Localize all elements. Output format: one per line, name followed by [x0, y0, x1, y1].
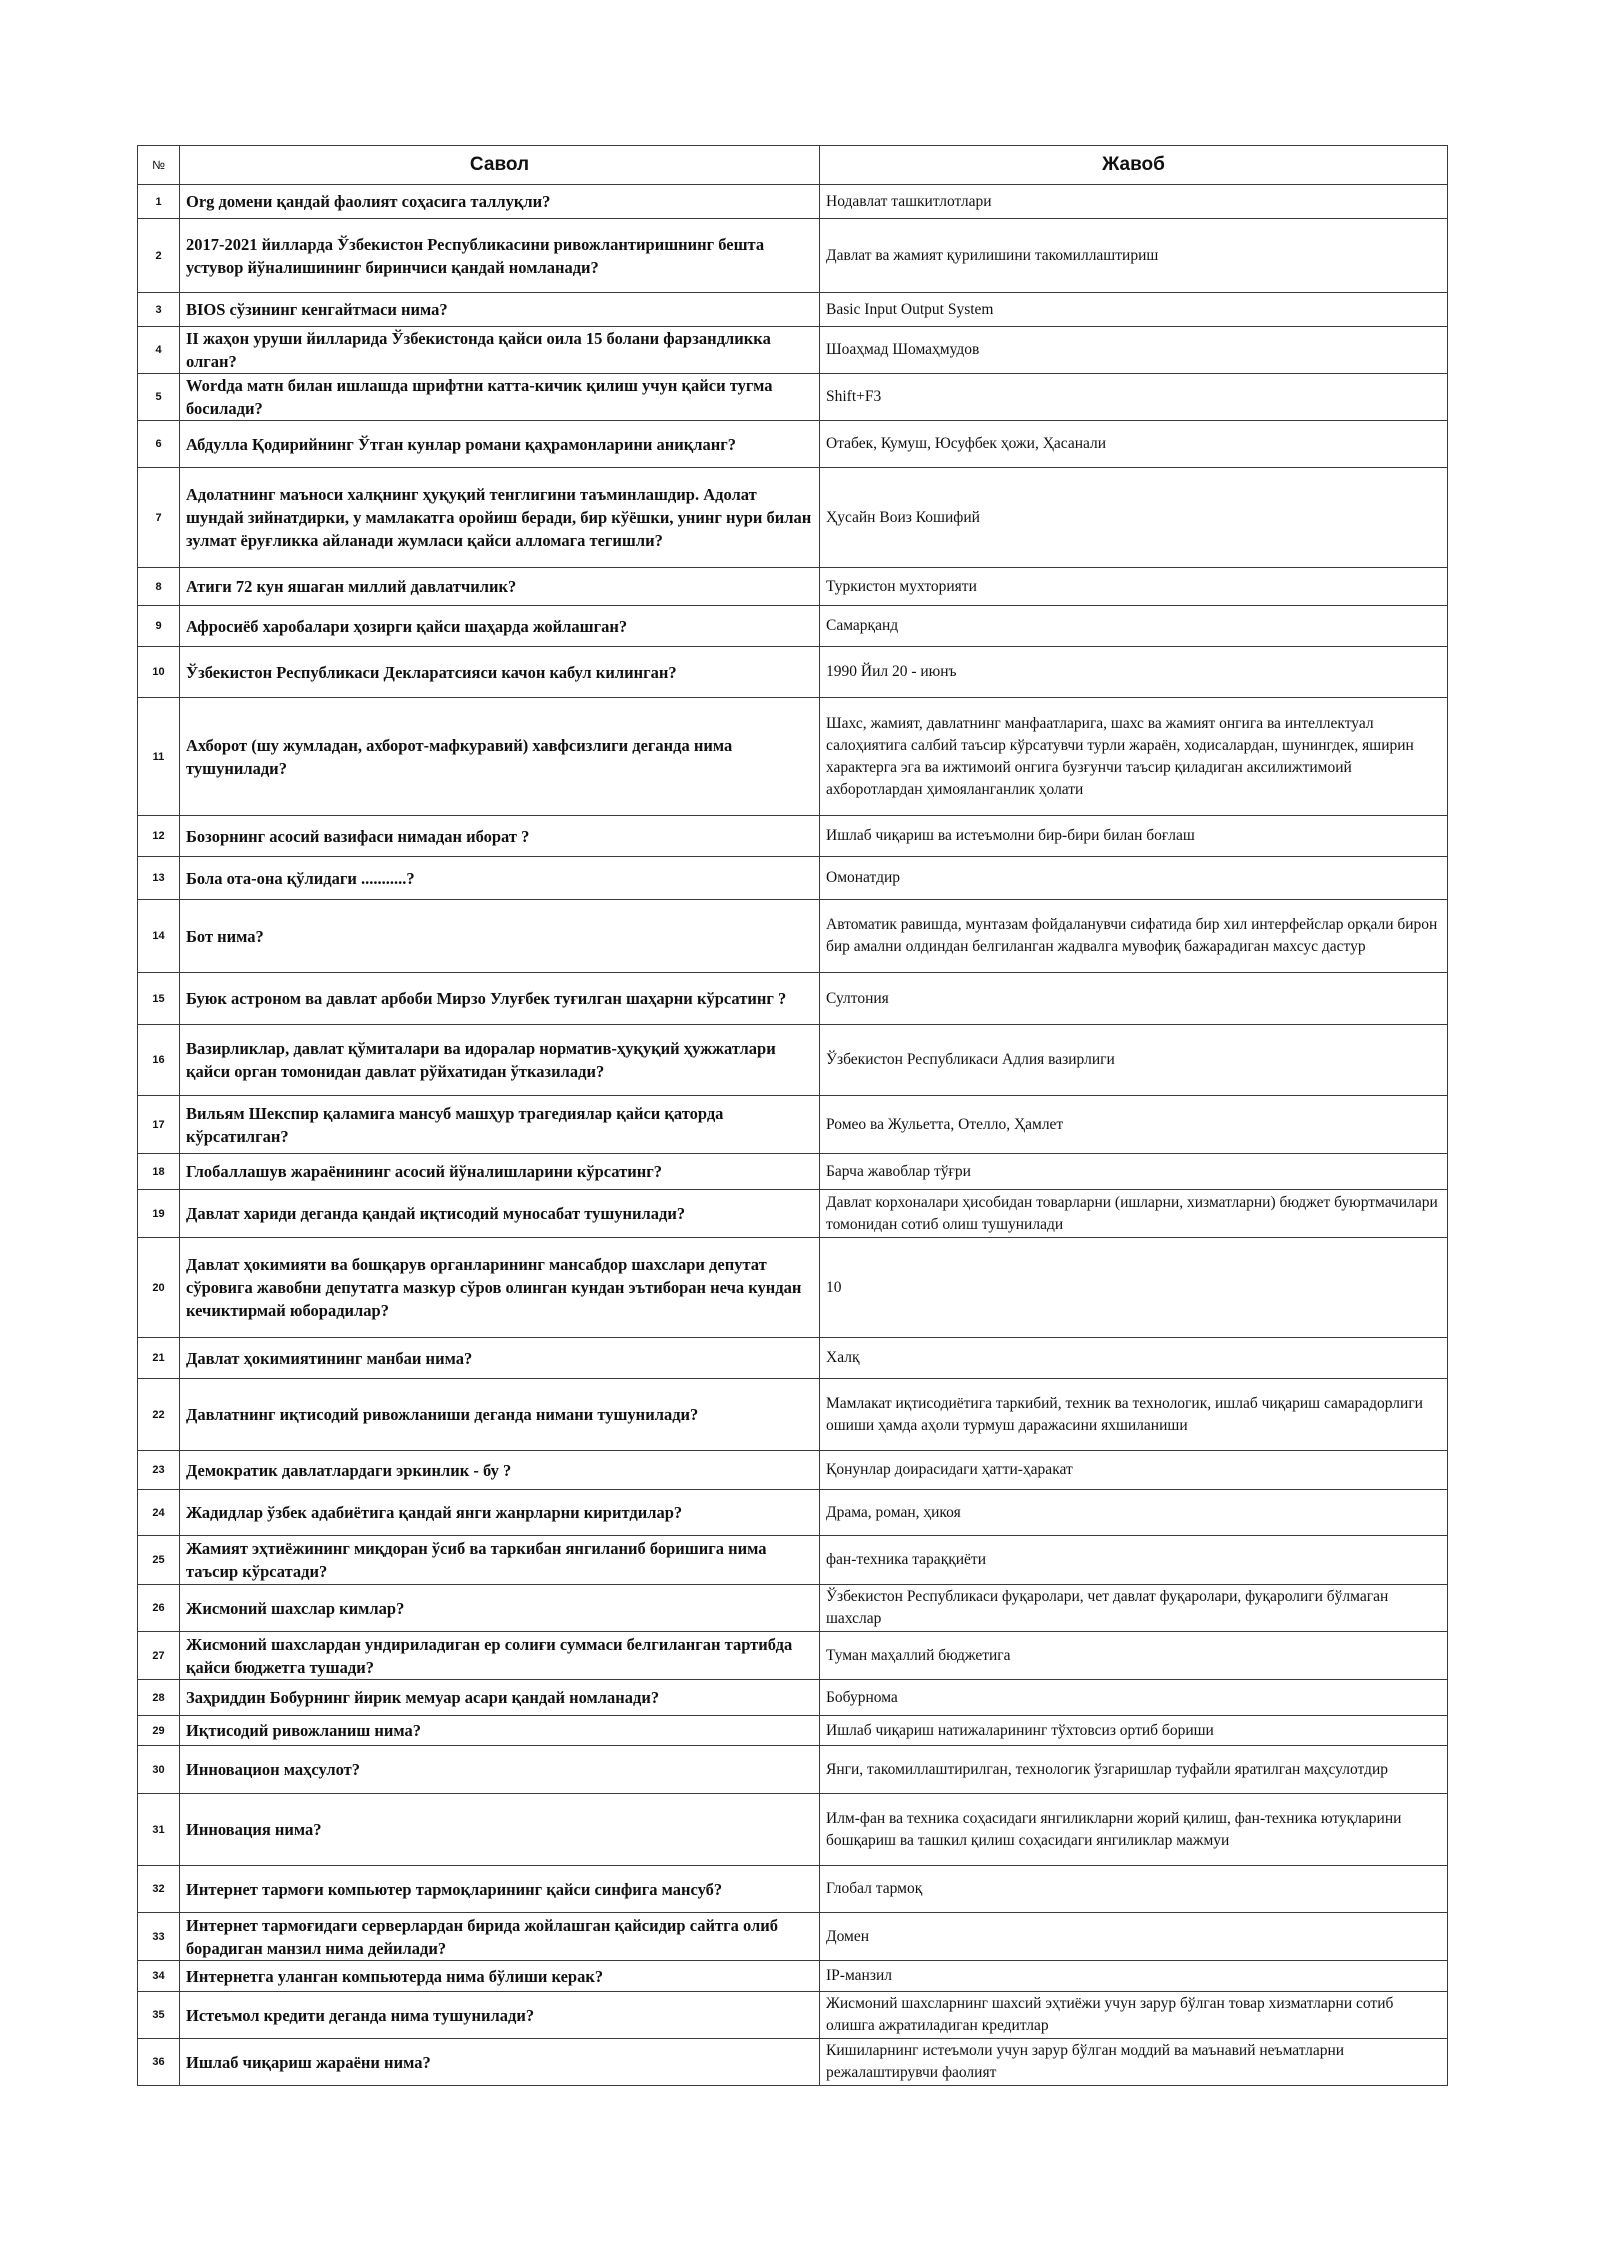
row-number: 15: [138, 973, 180, 1025]
question-cell: Давлат ҳокимияти ва бошқарув органларининг мансабдор шахслари депутат сўровига жавобни депутатга мазкур сўров олинган кундан эътиборан неча кундан кечиктирмай юборадилар?: [180, 1238, 820, 1338]
question-cell: Бола ота-она қўлидаги ...........?: [180, 857, 820, 900]
header-question: Савол: [180, 146, 820, 185]
row-number: 4: [138, 327, 180, 374]
table-row: [138, 1716, 1448, 1746]
table-row: [138, 857, 1448, 900]
table-row: [138, 647, 1448, 698]
table-row: [138, 698, 1448, 816]
row-number: 8: [138, 568, 180, 606]
answer-cell: IP-манзил: [820, 1961, 1448, 1992]
row-number: 33: [138, 1913, 180, 1961]
answer-cell: Ўзбекистон Республикаси фуқаролари, чет давлат фуқаролари, фуқаролиги бўлмаган шахслар: [820, 1585, 1448, 1632]
table-row: [138, 1794, 1448, 1866]
question-cell: Абдулла Қодирийнинг Ўтган кунлар романи қаҳрамонларини аниқланг?: [180, 421, 820, 468]
answer-cell: Шоаҳмад Шомаҳмудов: [820, 327, 1448, 374]
answer-cell: 1990 Йил 20 - июнъ: [820, 647, 1448, 698]
table-row: [138, 1025, 1448, 1096]
question-cell: II жаҳон уруши йилларида Ўзбекистонда қайси оила 15 болани фарзандликка олган?: [180, 327, 820, 374]
answer-cell: Халқ: [820, 1338, 1448, 1379]
question-cell: Бот нима?: [180, 900, 820, 973]
table-row: [138, 1190, 1448, 1238]
table-row: [138, 1585, 1448, 1632]
question-cell: Интернетга уланган компьютерда нима бўлиши керак?: [180, 1961, 820, 1992]
question-cell: Демократик давлатлардаги эркинлик - бу ?: [180, 1451, 820, 1490]
row-number: 13: [138, 857, 180, 900]
row-number: 23: [138, 1451, 180, 1490]
question-cell: Ишлаб чиқариш жараёни нима?: [180, 2039, 820, 2086]
question-cell: Глобаллашув жараёнининг асосий йўналишларини кўрсатинг?: [180, 1154, 820, 1190]
question-cell: Давлат хариди деганда қандай иқтисодий муносабат тушунилади?: [180, 1190, 820, 1238]
table-row: [138, 1379, 1448, 1451]
row-number: 16: [138, 1025, 180, 1096]
question-cell: Ўзбекистон Республикаси Декларатсияси качон кабул килинган?: [180, 647, 820, 698]
question-cell: Инновация нима?: [180, 1794, 820, 1866]
table-row: [138, 374, 1448, 421]
answer-cell: Султония: [820, 973, 1448, 1025]
table-row: [138, 1992, 1448, 2039]
table-row: [138, 1746, 1448, 1794]
question-cell: Интернет тармоғи компьютер тармоқларининг қайси синфига мансуб?: [180, 1866, 820, 1913]
table-row: [138, 468, 1448, 568]
question-cell: Org домени қандай фаолият соҳасига таллуқли?: [180, 185, 820, 219]
answer-cell: Бобурнома: [820, 1680, 1448, 1716]
question-cell: Вазирликлар, давлат қўмиталари ва идоралар норматив-ҳуқуқий ҳужжатлари қайси орган томонидан давлат рўйхатидан ўтказилади?: [180, 1025, 820, 1096]
answer-cell: Илм-фан ва техника соҳасидаги янгиликларни жорий қилиш, фан-техника ютуқларини бошқариш ва ташкил қилиш соҳасидаги янгиликлар мажмуи: [820, 1794, 1448, 1866]
row-number: 30: [138, 1746, 180, 1794]
question-cell: 2017-2021 йилларда Ўзбекистон Республикасини ривожлантиришнинг бешта устувор йўналишининг биринчиси қандай номланади?: [180, 219, 820, 293]
question-cell: Жамият эҳтиёжининг миқдоран ўсиб ва таркибан янгиланиб боришига нима таъсир кўрсатади?: [180, 1536, 820, 1585]
answer-cell: Давлат корхоналари ҳисобидан товарларни (ишларни, хизматларни) бюджет буюртмачилари томонидан сотиб олиш тушунилади: [820, 1190, 1448, 1238]
answer-cell: Давлат ва жамият қурилишини такомиллаштириш: [820, 219, 1448, 293]
qa-table: [137, 145, 1448, 2086]
question-cell: Заҳриддин Бобурнинг йирик мемуар асари қандай номланади?: [180, 1680, 820, 1716]
header-answer: Жавоб: [820, 146, 1448, 185]
answer-cell: Туркистон мухторияти: [820, 568, 1448, 606]
table-row: [138, 1490, 1448, 1536]
answer-cell: Shift+F3: [820, 374, 1448, 421]
answer-cell: Драма, роман, ҳикоя: [820, 1490, 1448, 1536]
table-row: [138, 1680, 1448, 1716]
answer-cell: Омонатдир: [820, 857, 1448, 900]
row-number: 35: [138, 1992, 180, 2039]
question-cell: Буюк астроном ва давлат арбоби Мирзо Улуғбек туғилган шаҳарни кўрсатинг ?: [180, 973, 820, 1025]
row-number: 2: [138, 219, 180, 293]
question-cell: Атиги 72 кун яшаган миллий давлатчилик?: [180, 568, 820, 606]
table-row: [138, 1238, 1448, 1338]
answer-cell: Домен: [820, 1913, 1448, 1961]
row-number: 29: [138, 1716, 180, 1746]
row-number: 6: [138, 421, 180, 468]
question-cell: Wordда матн билан ишлашда шрифтни катта-кичик қилиш учун қайси тугма босилади?: [180, 374, 820, 421]
answer-cell: Туман маҳаллий бюджетига: [820, 1632, 1448, 1680]
row-number: 27: [138, 1632, 180, 1680]
row-number: 17: [138, 1096, 180, 1154]
row-number: 24: [138, 1490, 180, 1536]
table-row: [138, 1961, 1448, 1992]
table-body: [138, 185, 1448, 2086]
table-row: [138, 568, 1448, 606]
row-number: 20: [138, 1238, 180, 1338]
question-cell: Вильям Шекспир қаламига мансуб машҳур трагедиялар қайси қаторда кўрсатилган?: [180, 1096, 820, 1154]
answer-cell: Нодавлат ташкитлотлари: [820, 185, 1448, 219]
question-cell: Афросиёб харобалари ҳозирги қайси шаҳарда жойлашган?: [180, 606, 820, 647]
answer-cell: Мамлакат иқтисодиётига таркибий, техник ва технологик, ишлаб чиқариш самарадорлиги ошиши ҳамда аҳоли турмуш даражасини яхшиланиши: [820, 1379, 1448, 1451]
answer-cell: Шахс, жамият, давлатнинг манфаатларига, шахс ва жамият онгига ва интеллектуал салоҳиятига салбий таъсир кўрсатувчи турли жараён, ходисалардан, шунингдек, яширин характерга эга ва ижтимоий онгига бузғунчи таъсир қиладиган аксилижтимоий ахборотлардан ҳимояланганлик ҳолати: [820, 698, 1448, 816]
answer-cell: Янги, такомиллаштирилган, технологик ўзгаришлар туфайли яратилган маҳсулотдир: [820, 1746, 1448, 1794]
answer-cell: Кишиларнинг истеъмоли учун зарур бўлган моддий ва маънавий неъматларни режалаштирувчи фаолият: [820, 2039, 1448, 2086]
question-cell: Ахборот (шу жумладан, ахборот-мафкуравий) хавфсизлиги деганда нима тушунилади?: [180, 698, 820, 816]
answer-cell: Ўзбекистон Республикаси Адлия вазирлиги: [820, 1025, 1448, 1096]
table-row: [138, 421, 1448, 468]
answer-cell: Барча жавоблар тўғри: [820, 1154, 1448, 1190]
table-row: [138, 1451, 1448, 1490]
table-row: [138, 2039, 1448, 2086]
question-cell: Давлат ҳокимиятининг манбаи нима?: [180, 1338, 820, 1379]
table-row: [138, 1536, 1448, 1585]
question-cell: Давлатнинг иқтисодий ривожланиши деганда нимани тушунилади?: [180, 1379, 820, 1451]
answer-cell: Самарқанд: [820, 606, 1448, 647]
row-number: 10: [138, 647, 180, 698]
table-row: [138, 1154, 1448, 1190]
table-row: [138, 1338, 1448, 1379]
question-cell: Жисмоний шахслардан ундириладиган ер солиғи суммаси белгиланган тартибда қайси бюджетга тушади?: [180, 1632, 820, 1680]
question-cell: Иқтисодий ривожланиш нима?: [180, 1716, 820, 1746]
row-number: 32: [138, 1866, 180, 1913]
answer-cell: Ишлаб чиқариш натижаларининг тўхтовсиз ортиб бориши: [820, 1716, 1448, 1746]
answer-cell: Ҳусайн Воиз Кошифий: [820, 468, 1448, 568]
answer-cell: Ромео ва Жульетта, Отелло, Ҳамлет: [820, 1096, 1448, 1154]
row-number: 1: [138, 185, 180, 219]
question-cell: BIOS сўзининг кенгайтмаси нима?: [180, 293, 820, 327]
row-number: 7: [138, 468, 180, 568]
row-number: 14: [138, 900, 180, 973]
answer-cell: Ишлаб чиқариш ва истеъмолни бир-бири билан боғлаш: [820, 816, 1448, 857]
header-number: №: [138, 146, 180, 185]
row-number: 26: [138, 1585, 180, 1632]
question-cell: Истеъмол кредити деганда нима тушунилади?: [180, 1992, 820, 2039]
question-cell: Жадидлар ўзбек адабиётига қандай янги жанрларни киритдилар?: [180, 1490, 820, 1536]
answer-cell: фан-техника тараққиёти: [820, 1536, 1448, 1585]
answer-cell: Автоматик равишда, мунтазам фойдаланувчи сифатида бир хил интерфейслар орқали бирон бир амални олдиндан белгиланган жадвалга мувофиқ бажарадиган махсус дастур: [820, 900, 1448, 973]
row-number: 21: [138, 1338, 180, 1379]
row-number: 9: [138, 606, 180, 647]
answer-cell: Жисмоний шахсларнинг шахсий эҳтиёжи учун зарур бўлган товар хизматларни сотиб олишга ажратиладиган кредитлар: [820, 1992, 1448, 2039]
table-row: [138, 816, 1448, 857]
row-number: 12: [138, 816, 180, 857]
question-cell: Адолатнинг маъноси халқнинг ҳуқуқий тенглигини таъминлашдир. Адолат шундай зийнатдирки, у мамлакатга оройиш беради, бир кўёшки, унинг нури билан зулмат ёруғликка айланади жумласи қайси алломага тегишли?: [180, 468, 820, 568]
table-row: [138, 1096, 1448, 1154]
answer-cell: Глобал тармоқ: [820, 1866, 1448, 1913]
row-number: 28: [138, 1680, 180, 1716]
answer-cell: Basic Input Output System: [820, 293, 1448, 327]
row-number: 11: [138, 698, 180, 816]
table-row: [138, 973, 1448, 1025]
table-row: [138, 219, 1448, 293]
table-row: [138, 606, 1448, 647]
row-number: 18: [138, 1154, 180, 1190]
question-cell: Бозорнинг асосий вазифаси нимадан иборат ?: [180, 816, 820, 857]
table-header-row: [138, 146, 1448, 185]
row-number: 25: [138, 1536, 180, 1585]
row-number: 19: [138, 1190, 180, 1238]
qa-sheet: [137, 145, 1447, 2086]
answer-cell: Қонунлар доирасидаги ҳатти-ҳаракат: [820, 1451, 1448, 1490]
question-cell: Жисмоний шахслар кимлар?: [180, 1585, 820, 1632]
answer-cell: Отабек, Кумуш, Юсуфбек ҳожи, Ҳасанали: [820, 421, 1448, 468]
table-row: [138, 900, 1448, 973]
table-row: [138, 1913, 1448, 1961]
row-number: 3: [138, 293, 180, 327]
question-cell: Интернет тармоғидаги серверлардан бирида жойлашган қайсидир сайтга олиб борадиган манзил нима дейилади?: [180, 1913, 820, 1961]
table-row: [138, 185, 1448, 219]
table-row: [138, 1866, 1448, 1913]
table-row: [138, 293, 1448, 327]
row-number: 34: [138, 1961, 180, 1992]
row-number: 31: [138, 1794, 180, 1866]
table-row: [138, 1632, 1448, 1680]
answer-cell: 10: [820, 1238, 1448, 1338]
row-number: 22: [138, 1379, 180, 1451]
row-number: 5: [138, 374, 180, 421]
row-number: 36: [138, 2039, 180, 2086]
question-cell: Инновацион маҳсулот?: [180, 1746, 820, 1794]
table-row: [138, 327, 1448, 374]
